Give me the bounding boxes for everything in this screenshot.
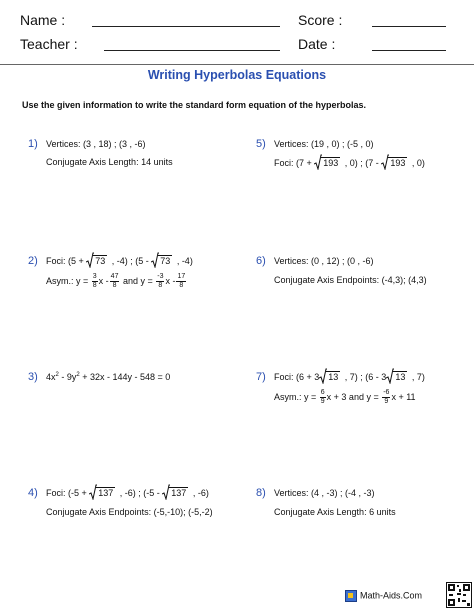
problem-4-number: 4) xyxy=(28,487,38,499)
problem-1-number: 1) xyxy=(28,138,38,150)
problem-6-vertices: Vertices: (0 , 12) ; (0 , -6) xyxy=(274,256,374,266)
teacher-label: Teacher : xyxy=(20,36,78,52)
problem-7-foci: Foci: (6 + 3 13 , 7) ; (6 - 3 13 , 7) xyxy=(274,372,425,382)
radical-sign-icon xyxy=(381,154,389,170)
radical: 137 xyxy=(162,488,188,498)
problem-6-number: 6) xyxy=(256,255,266,267)
problem-3-equation: $4x^2 - 9y^2 + 32x - 144y - 548 = 0$ xyxy=(46,372,171,382)
qr-code-icon xyxy=(446,582,472,608)
header-divider xyxy=(0,64,474,65)
score-line[interactable] xyxy=(372,26,446,27)
name-label: Name : xyxy=(20,12,66,28)
radical: 13 xyxy=(386,372,407,382)
radical: 73 xyxy=(86,256,107,266)
problem-3-number: 3) xyxy=(28,371,38,383)
problem-1-conjugate: Conjugate Axis Length: 14 units xyxy=(46,157,173,167)
radical: 193 xyxy=(381,158,407,168)
radical: 137 xyxy=(89,488,115,498)
radical-sign-icon xyxy=(162,484,170,500)
radical: 73 xyxy=(151,256,172,266)
problem-5-number: 5) xyxy=(256,138,266,150)
problem-2-number: 2) xyxy=(28,255,38,267)
instructions: Use the given information to write the standard form equation of the hyperbolas. xyxy=(22,100,367,110)
radical-sign-icon xyxy=(386,368,394,384)
problem-6-conjugate: Conjugate Axis Endpoints: (-4,3); (4,3) xyxy=(274,275,427,285)
problem-8-number: 8) xyxy=(256,487,266,499)
teacher-line[interactable] xyxy=(104,50,280,51)
radical-sign-icon xyxy=(319,368,327,384)
fraction: $\frac{6}{9}$ xyxy=(320,389,325,406)
problem-5-foci: Foci: (7 + 193 , 0) ; (7 - 193 , 0) xyxy=(274,158,425,168)
fraction: $\frac{-6}{9}$ xyxy=(383,389,390,406)
problem-2-asymptotes: Asym.: y = $\frac{3}{8}$ x - $\frac{47}{8}$ and y = $\frac{-3}{8}$ x - $\frac{17}{8}$ xyxy=(46,273,186,290)
radical: 13 xyxy=(319,372,340,382)
problem-4-foci: Foci: (-5 + 137 , -6) ; (-5 - 137 , -6) xyxy=(46,488,209,498)
problem-1-vertices: Vertices: (3 , 18) ; (3 , -6) xyxy=(46,139,146,149)
fraction: $\frac{17}{8}$ xyxy=(177,273,186,290)
radical-sign-icon xyxy=(86,252,94,268)
date-label: Date : xyxy=(298,36,336,52)
problem-2-foci: Foci: (5 + 73 , -4) ; (5 - 73 , -4) xyxy=(46,256,193,266)
fraction: $\frac{-3}{8}$ xyxy=(157,273,164,290)
score-label: Score : xyxy=(298,12,343,28)
foci-prefix: Foci: (7 + xyxy=(274,158,315,168)
radical-sign-icon xyxy=(151,252,159,268)
radical-sign-icon xyxy=(89,484,97,500)
fraction: $\frac{47}{8}$ xyxy=(110,273,119,290)
date-line[interactable] xyxy=(372,50,446,51)
problem-8-conjugate: Conjugate Axis Length: 6 units xyxy=(274,507,396,517)
brand-text: Math-Aids.Com xyxy=(360,590,423,601)
radical: 193 xyxy=(314,158,340,168)
problem-7-asymptotes: Asym.: y = $\frac{6}{9}$ x + 3 and y = $\frac{-6}{9}$ x + 11 xyxy=(274,389,416,406)
problem-7-number: 7) xyxy=(256,371,266,383)
name-line[interactable] xyxy=(92,26,280,27)
problem-8-vertices: Vertices: (4 , -3) ; (-4 , -3) xyxy=(274,488,375,498)
logo-icon xyxy=(345,590,357,602)
problem-4-conjugate: Conjugate Axis Endpoints: (-5,-10); (-5,-2) xyxy=(46,507,213,517)
problem-5-vertices: Vertices: (19 , 0) ; (-5 , 0) xyxy=(274,139,374,149)
brand-logo[interactable] xyxy=(345,590,422,602)
fraction: $\frac{3}{8}$ xyxy=(92,273,97,290)
page-title: Writing Hyperbolas Equations xyxy=(147,68,327,82)
radical-sign-icon xyxy=(314,154,322,170)
